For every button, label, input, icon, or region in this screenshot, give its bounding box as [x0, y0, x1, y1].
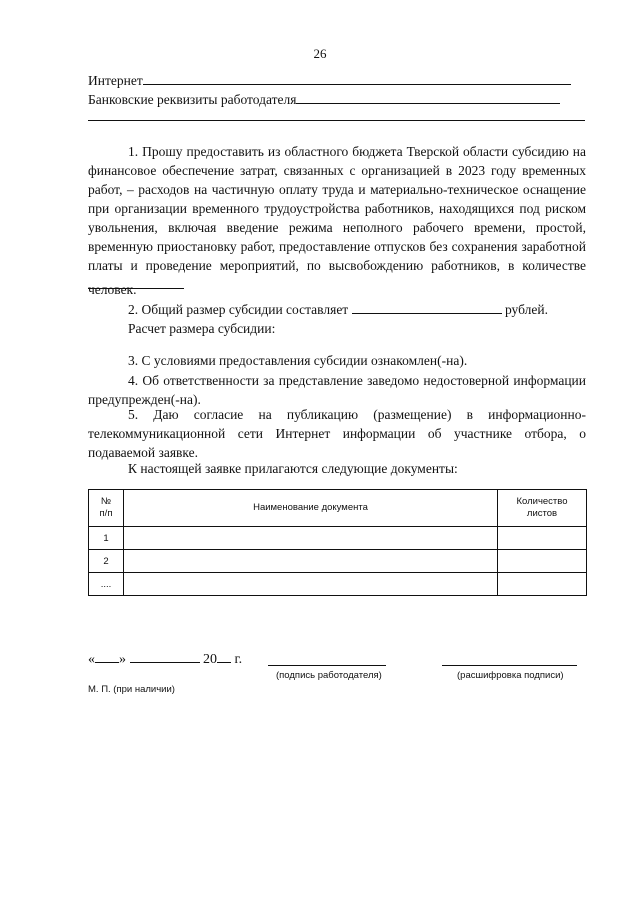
bank-details-field: [88, 91, 560, 108]
sheet-count-cell[interactable]: [498, 527, 587, 550]
paragraph-2-start: 2. Общий размер субсидии составляет: [128, 302, 349, 317]
signature-line[interactable]: [268, 665, 386, 666]
internet-input-line[interactable]: [143, 72, 571, 85]
column-header-number: № п/п: [89, 490, 124, 527]
row-number: ....: [89, 573, 124, 596]
bank-details-extra-line[interactable]: [88, 120, 585, 121]
date-line: [88, 650, 242, 668]
paragraph-5: 5. Даю согласие на публикацию (размещение) в информационно-телекоммуникационной сети Интернет информации об участнике отбора, о подаваемой заявке.: [88, 407, 586, 460]
signature-decode-caption: (расшифровка подписи): [457, 670, 564, 681]
document-name-cell[interactable]: [124, 550, 498, 573]
sheet-count-cell[interactable]: [498, 550, 587, 573]
column-header-name: Наименование документа: [124, 490, 498, 527]
year-suffix: г.: [234, 652, 243, 667]
column-header-quantity: Количество листов: [498, 490, 587, 527]
subsidy-amount-blank[interactable]: [352, 301, 502, 314]
paragraph-3: 3. С условиями предоставления субсидии ознакомлен(-на).: [128, 353, 468, 368]
bank-details-label: Банковские реквизиты работодателя: [88, 92, 297, 107]
internet-field: [88, 72, 571, 89]
table-row: [89, 550, 587, 573]
day-blank[interactable]: [95, 650, 119, 663]
document-name-cell[interactable]: [124, 527, 498, 550]
paragraph-2: [88, 300, 586, 319]
paragraph-2b: Расчет размера субсидии:: [128, 321, 276, 336]
table-header-row: [89, 490, 587, 527]
signature-decode-line[interactable]: [442, 665, 577, 666]
paragraph-1-text: 1. Прошу предоставить из областного бюджета Тверской области субсидию на финансовое обеспечение затрат, связанных с организацией в 2023 году временных работ, – расходов на частичную оплату труда и материально-техническое оснащение при организации временного трудоустройства работников, находящихся под риском увольнения, включая введение режима неполного рабочего времени, простой, временную приостановку работ, предоставление отпусков без сохранения заработной платы и проведение мероприятий, по высвобождению работников, в количестве: [88, 144, 586, 273]
document-name-cell[interactable]: [124, 573, 498, 596]
table-row: [89, 573, 587, 596]
stamp-note: М. П. (при наличии): [88, 684, 175, 695]
paragraph-2-end: рублей.: [504, 302, 548, 317]
sheet-count-cell[interactable]: [498, 573, 587, 596]
internet-label: Интернет: [88, 73, 143, 88]
row-number: 2: [89, 550, 124, 573]
documents-table: [88, 489, 587, 596]
paragraph-1-end: человек.: [88, 282, 137, 297]
paragraph-4: 4. Об ответственности за представление заведомо недостоверной информации предупрежден(-на).: [88, 373, 586, 407]
signature-caption: (подпись работодателя): [276, 670, 382, 681]
year-prefix: 20: [203, 652, 217, 667]
bank-details-input-line[interactable]: [296, 91, 560, 104]
year-blank[interactable]: [217, 650, 231, 663]
paragraph-1: [88, 142, 586, 294]
quote-open: «: [88, 652, 95, 667]
month-blank[interactable]: [130, 650, 200, 663]
quote-close: »: [119, 652, 126, 667]
row-number: 1: [89, 527, 124, 550]
paragraph-6: К настоящей заявке прилагаются следующие документы:: [128, 461, 458, 476]
page-number: 26: [313, 46, 327, 61]
table-row: [89, 527, 587, 550]
